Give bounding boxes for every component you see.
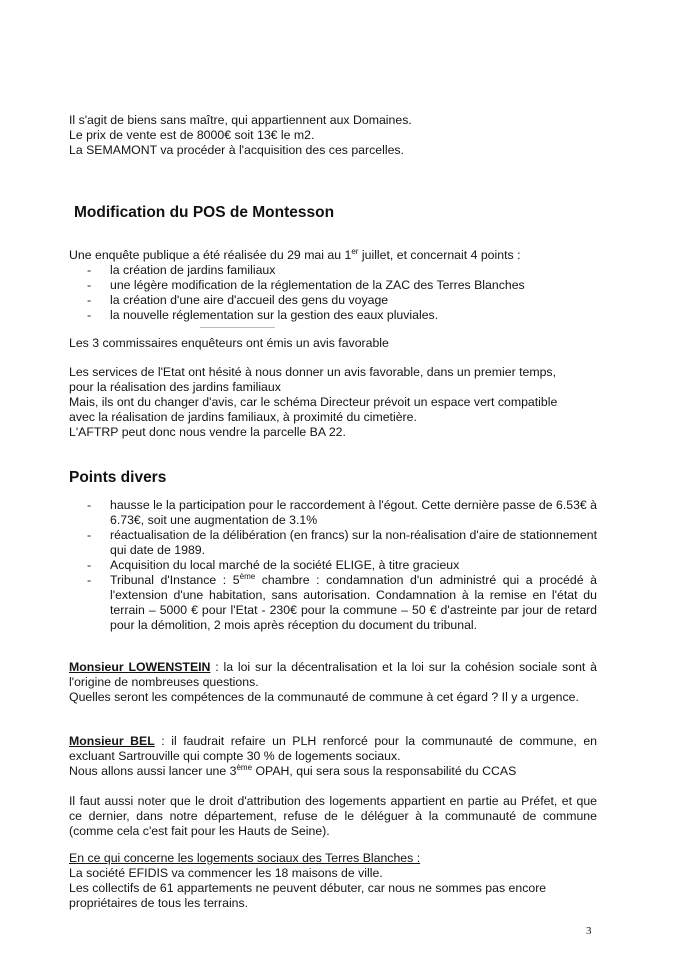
terres-blanches-heading: En ce qui concerne les logements sociaux des Terres Blanches : bbox=[69, 851, 421, 865]
bel-line bbox=[69, 734, 597, 764]
intro-line: La SEMAMONT va procéder à l'acquisition des ces parcelles. bbox=[69, 143, 404, 157]
prefet-paragraph: Il faut aussi noter que le droit d'attribution des logements appartient en partie au Préfet, et que ce dernier, dans notre département, refuse de le déléguer à la communauté de commune (comme cela c'est fait pour les Hauts de Seine). bbox=[69, 794, 597, 838]
terres-blanches-line: La société EFIDIS va commencer les 18 maisons de ville. bbox=[69, 866, 383, 880]
bel-opah-text-end: OPAH, qui sera sous la responsabilité du CCAS bbox=[252, 764, 517, 778]
list-item: - une légère modification de la réglementation de la ZAC des Terres Blanches bbox=[87, 278, 597, 293]
etat-paragraph bbox=[69, 365, 597, 440]
bel-opah-line bbox=[69, 764, 597, 779]
etat-line: pour la réalisation des jardins familiaux bbox=[69, 380, 281, 394]
terres-blanches-paragraph bbox=[69, 851, 597, 911]
list-item: - la création de jardins familiaux bbox=[87, 263, 597, 278]
etat-line: Mais, ils ont du changer d'avis, car le schéma Directeur prévoit un espace vert compatible bbox=[69, 395, 558, 409]
list-item: - réactualisation de la délibération (en francs) sur la non-réalisation d'aire de stationnement qui date de 1989. bbox=[87, 528, 597, 558]
lowenstein-line bbox=[69, 660, 597, 690]
lowenstein-paragraph bbox=[69, 660, 597, 705]
speaker-name: Monsieur BEL bbox=[69, 734, 155, 748]
list-item bbox=[87, 573, 597, 633]
section-title-divers: Points divers bbox=[69, 469, 167, 486]
list-item: - hausse le la participation pour le raccordement à l'égout. Cette dernière passe de 6.53€ à 6.73€, soit une augmentation de 3.1% bbox=[87, 498, 597, 528]
speaker-name: Monsieur LOWENSTEIN bbox=[69, 660, 211, 674]
intro-paragraph bbox=[69, 113, 597, 158]
divers-points-list bbox=[87, 498, 597, 633]
pos-points-list bbox=[87, 263, 597, 323]
list-item: - la création d'une aire d'accueil des gens du voyage bbox=[87, 293, 597, 308]
list-item: - la nouvelle réglementation sur la gestion des eaux pluviales. bbox=[87, 308, 597, 323]
enquete-sup: er bbox=[351, 246, 359, 256]
divider bbox=[200, 327, 275, 328]
etat-line: L'AFTRP peut donc nous vendre la parcelle BA 22. bbox=[69, 425, 346, 439]
lowenstein-text: : la loi sur la décentralisation et la loi sur la cohésion sociale sont à l'origine de nombreuses questions. bbox=[69, 660, 597, 689]
tribunal-text: Tribunal d'Instance : 5 bbox=[110, 573, 240, 587]
intro-line: Il s'agit de biens sans maître, qui appartiennent aux Domaines. bbox=[69, 113, 412, 127]
tribunal-text-end: chambre : condamnation d'un administré qui a procédé à l'extension d'une habitation, sans autorisation. Condamnation à la remise en l'état du terrain – 5000 € pour l'Etat - 230€ pour la commune – 50 € d'astreinte par jour de retard pour la démolition, 2 mois après réception du document du tribunal. bbox=[110, 573, 597, 632]
lowenstein-question: Quelles seront les compétences de la communauté de commune à cet égard ? Il y a urgence. bbox=[69, 690, 579, 704]
enquete-text: Une enquête publique a été réalisée du 29 mai au 1 bbox=[69, 248, 352, 262]
etat-line: avec la réalisation de jardins familiaux, à proximité du cimetière. bbox=[69, 410, 417, 424]
terres-blanches-line: Les collectifs de 61 appartements ne peuvent débuter, car nous ne sommes pas encore propriétaires de tous les terrains. bbox=[69, 881, 547, 910]
intro-line: Le prix de vente est de 8000€ soit 13€ le m2. bbox=[69, 128, 315, 142]
bel-text: : il faudrait refaire un PLH renforcé pour la communauté de commune, en excluant Sartrouville qui compte 30 % de logements sociaux. bbox=[69, 734, 597, 763]
section-title-pos: Modification du POS de Montesson bbox=[74, 204, 335, 221]
commissaires-line: Les 3 commissaires enquêteurs ont émis un avis favorable bbox=[69, 336, 389, 350]
page-number: 3 bbox=[586, 925, 592, 937]
bel-opah-text: Nous allons aussi lancer une 3 bbox=[69, 764, 237, 778]
bel-paragraph bbox=[69, 734, 597, 779]
etat-line: Les services de l'Etat ont hésité à nous donner un avis favorable, dans un premier temps, bbox=[69, 365, 556, 379]
list-item: - Acquisition du local marché de la société ELIGE, à titre gracieux bbox=[87, 558, 597, 573]
tribunal-sup: ème bbox=[239, 571, 256, 581]
enquete-line bbox=[69, 248, 597, 263]
enquete-text-end: juillet, et concernait 4 points : bbox=[358, 248, 521, 262]
bel-opah-sup: ème bbox=[236, 762, 253, 772]
